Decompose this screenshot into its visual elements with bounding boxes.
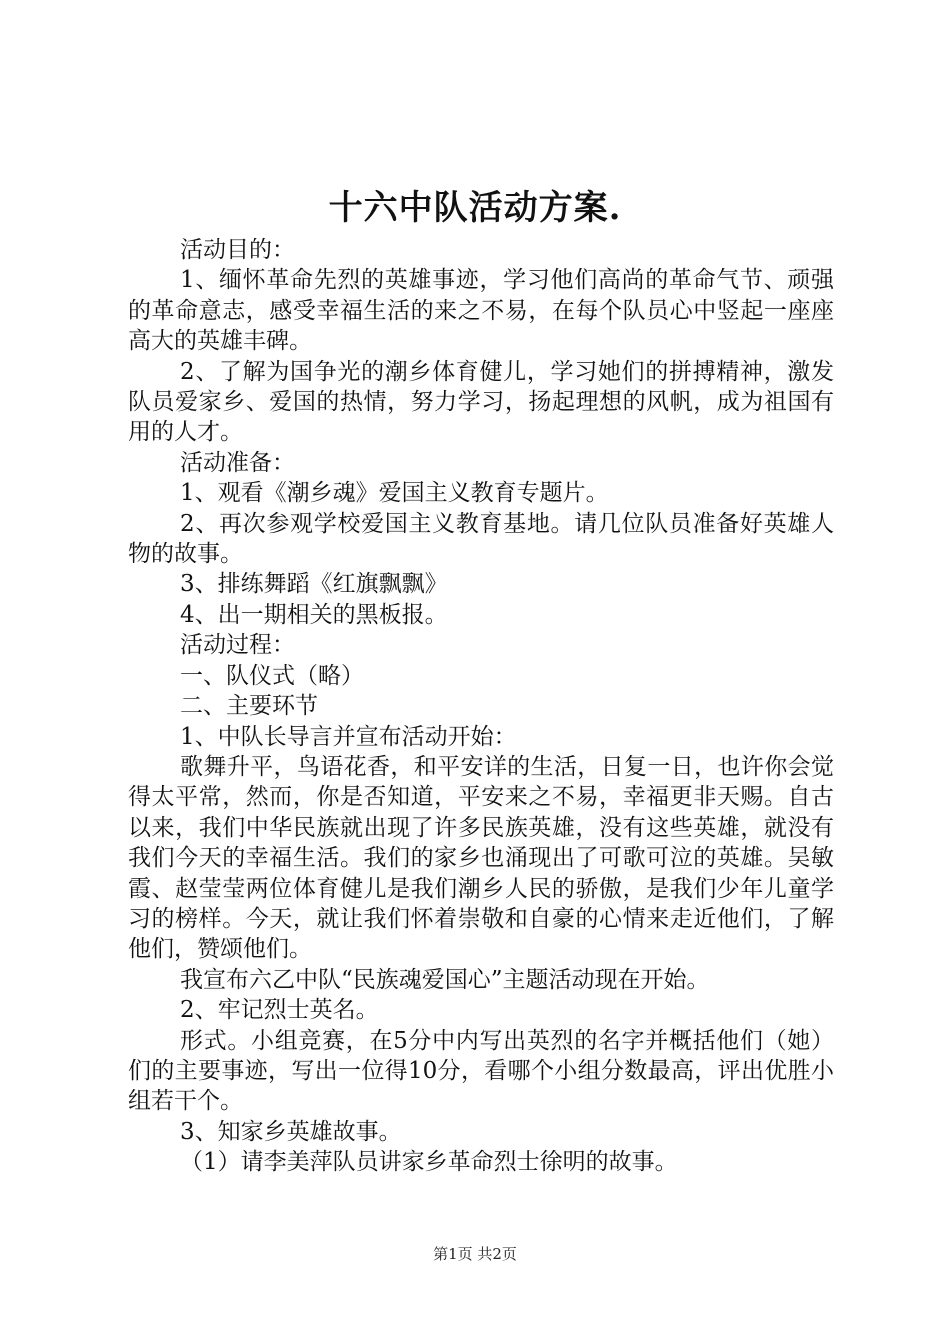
paragraph: 活动准备： bbox=[180, 449, 295, 476]
document-title: 十六中队活动方案. bbox=[328, 188, 622, 228]
paragraph: 歌舞升平，鸟语花香，和平安详的生活，日复一日，也许你会觉得太平常，然而，你是否知道，平安来之不易，幸福更非天赐。自古以来，我们中华民族就出现了许多民族英雄，没有这些英雄，就没有我们今天的幸福生活。我们的家乡也涌现出了可歌可泣的英雄。吴敏霞、赵莹莹两位体育健儿是我们潮乡人民的骄傲，是我们少年儿童学习的榜样。今天，就让我们怀着崇敬和自豪的心情来走近他们，了解他们，赞颂他们。 bbox=[128, 753, 834, 963]
paragraph: 形式。小组竞赛，在5分中内写出英烈的名字并概括他们（她）们的主要事迹，写出一位得10分，看哪个小组分数最高，评出优胜小组若干个。 bbox=[128, 1027, 834, 1115]
page-footer: 第1页 共2页 bbox=[433, 1245, 517, 1263]
paragraph: 1、中队长导言并宣布活动开始： bbox=[180, 723, 517, 750]
paragraph: 1、观看《潮乡魂》爱国主义教育专题片。 bbox=[180, 480, 609, 507]
paragraph: 3、排练舞蹈《红旗飘飘》 bbox=[180, 571, 448, 598]
paragraph: 二、主要环节 bbox=[180, 693, 318, 720]
paragraph: 3、知家乡英雄故事。 bbox=[180, 1118, 402, 1145]
paragraph: 1、缅怀革命先烈的英雄事迹，学习他们高尚的革命气节、顽强的革命意志，感受幸福生活的来之不易，在每个队员心中竖起一座座高大的英雄丰碑。 bbox=[128, 267, 834, 355]
paragraph: 4、出一期相关的黑板报。 bbox=[180, 601, 448, 628]
paragraph: 2、牢记烈士英名。 bbox=[180, 997, 379, 1024]
paragraph: 2、了解为国争光的潮乡体育健儿，学习她们的拼搏精神，激发队员爱家乡、爱国的热情，努力学习，扬起理想的风帆，成为祖国有用的人才。 bbox=[128, 358, 834, 446]
paragraph: 活动过程： bbox=[180, 632, 295, 659]
paragraph: 一、队仪式（略） bbox=[180, 662, 364, 689]
paragraph: 我宣布六乙中队“民族魂爱国心”主题活动现在开始。 bbox=[180, 966, 710, 993]
paragraph: 活动目的： bbox=[180, 237, 295, 263]
paragraph: 2、再次参观学校爱国主义教育基地。请几位队员准备好英雄人物的故事。 bbox=[128, 510, 834, 568]
paragraph: （1）请李美萍队员讲家乡革命烈士徐明的故事。 bbox=[180, 1149, 678, 1176]
document-body bbox=[128, 235, 834, 1178]
